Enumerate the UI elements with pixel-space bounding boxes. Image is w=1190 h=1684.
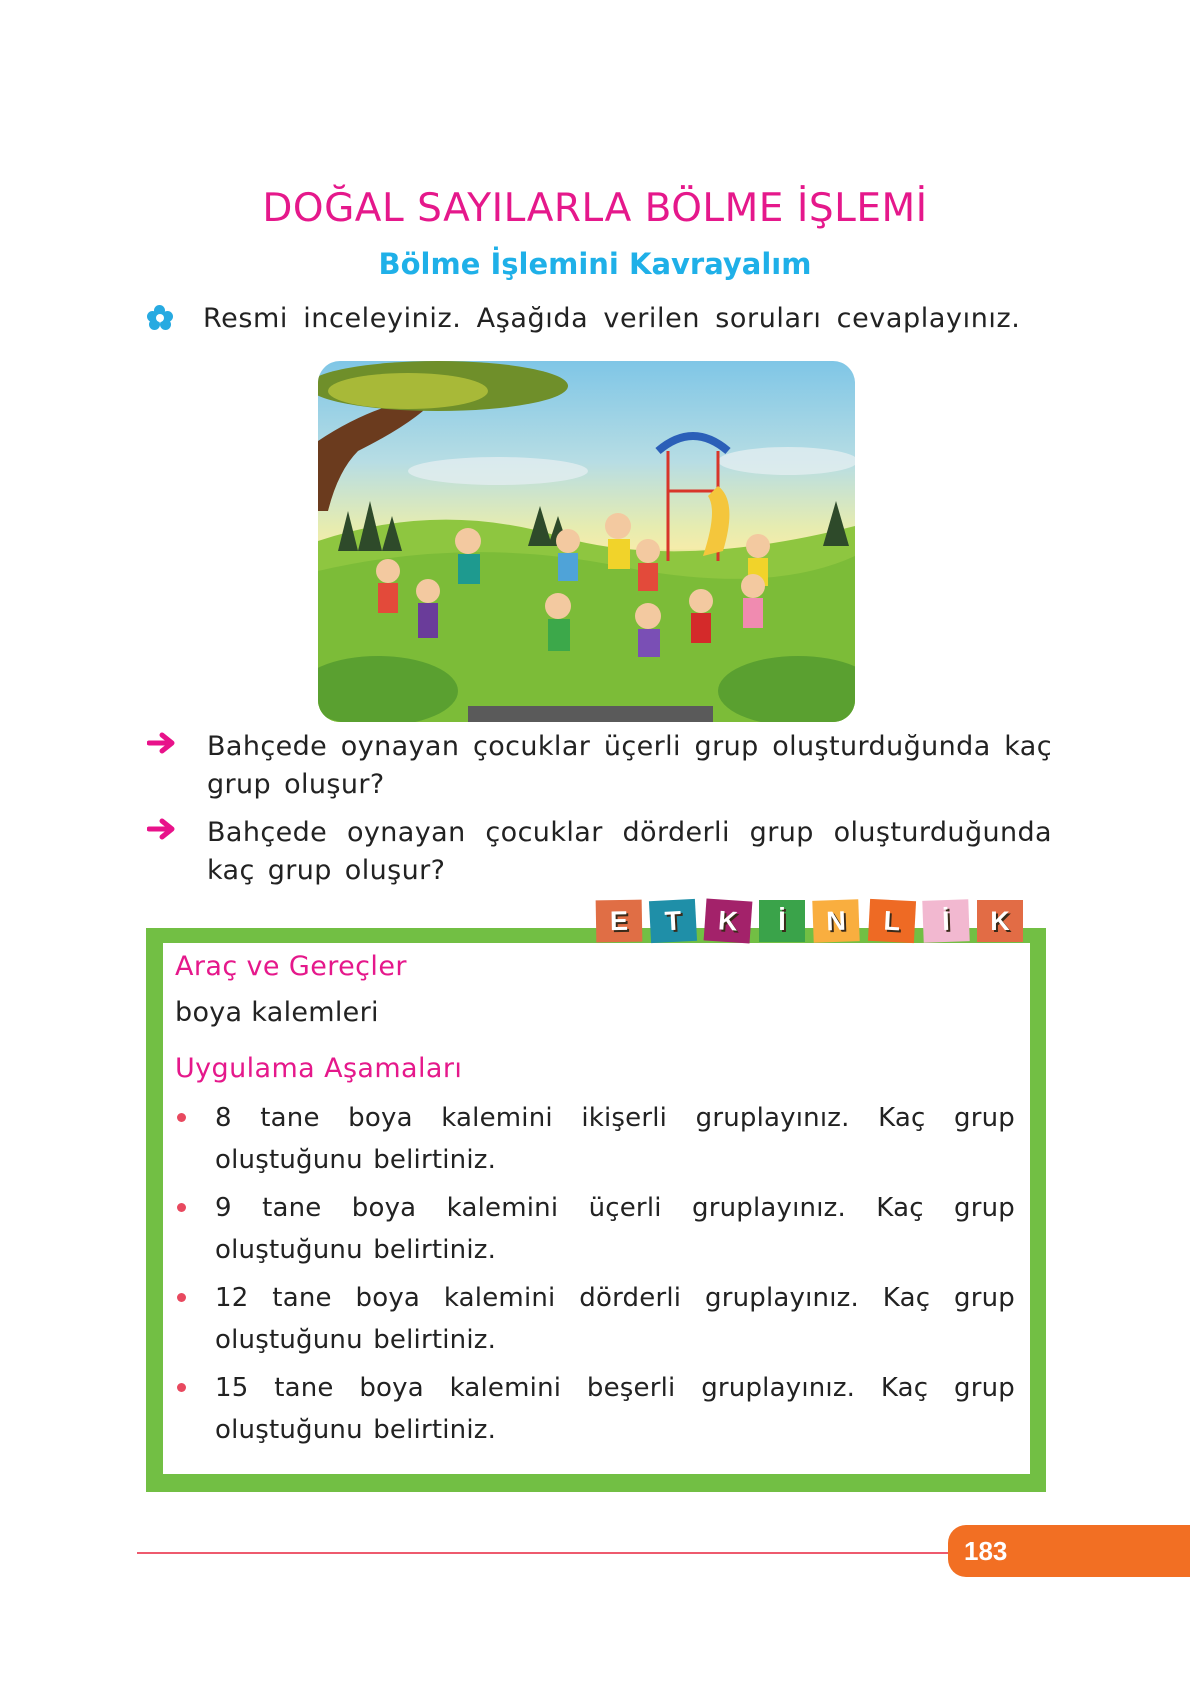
step-text: 12 tane boya kalemini dörderli gruplayınız. Kaç grup oluştuğunu belirtiniz. <box>215 1283 1015 1355</box>
materials-heading: Araç ve Gereçler <box>175 951 407 982</box>
etkinlik-banner <box>596 898 1026 944</box>
step-item <box>163 1097 1030 1181</box>
page-number: 183 <box>948 1525 1190 1577</box>
park-illustration <box>318 361 855 722</box>
question-2 <box>147 814 1052 890</box>
question-1 <box>147 728 1052 804</box>
step-item <box>163 1277 1030 1361</box>
section-subtitle: Bölme İşlemini Kavrayalım <box>378 247 812 281</box>
step-item <box>163 1187 1030 1271</box>
question-text: Bahçede oynayan çocuklar üçerli grup oluşturduğunda kaç grup oluşur? <box>207 731 1052 800</box>
activity-content <box>163 943 1030 1474</box>
banner-tile: E <box>596 900 643 943</box>
flower-icon <box>147 305 173 331</box>
banner-tile: İ <box>759 900 805 942</box>
banner-tile: İ <box>922 899 969 943</box>
banner-tile: N <box>812 899 859 943</box>
activity-box <box>146 928 1046 1492</box>
step-item <box>163 1367 1030 1451</box>
banner-tile: K <box>704 898 753 943</box>
instruction-row <box>147 300 1020 336</box>
bullet-icon <box>163 1367 215 1451</box>
park-scene-image <box>318 361 855 722</box>
bullet-icon <box>163 1187 215 1271</box>
steps-heading: Uygulama Aşamaları <box>175 1053 463 1084</box>
bullet-icon <box>163 1097 215 1181</box>
instruction-text: Resmi inceleyiniz. Aşağıda verilen soruları cevaplayınız. <box>203 302 1021 334</box>
bullet-icon <box>163 1277 215 1361</box>
step-text: 15 tane boya kalemini beşerli gruplayınız. Kaç grup oluştuğunu belirtiniz. <box>215 1373 1015 1445</box>
arrow-right-icon <box>147 728 207 758</box>
banner-tile: L <box>868 899 916 943</box>
step-text: 9 tane boya kalemini üçerli gruplayınız. Kaç grup oluştuğunu belirtiniz. <box>215 1193 1015 1265</box>
arrow-right-icon <box>147 814 207 844</box>
banner-tile: K <box>977 900 1023 942</box>
step-text: 8 tane boya kalemini ikişerli gruplayınız. Kaç grup oluştuğunu belirtiniz. <box>215 1103 1015 1175</box>
question-text: Bahçede oynayan çocuklar dörderli grup oluşturduğunda kaç grup oluşur? <box>207 817 1052 886</box>
footer-divider <box>137 1552 952 1554</box>
materials-text: boya kalemleri <box>175 997 379 1028</box>
banner-tile: T <box>649 899 697 943</box>
page-title: DOĞAL SAYILARLA BÖLME İŞLEMİ <box>262 186 928 231</box>
